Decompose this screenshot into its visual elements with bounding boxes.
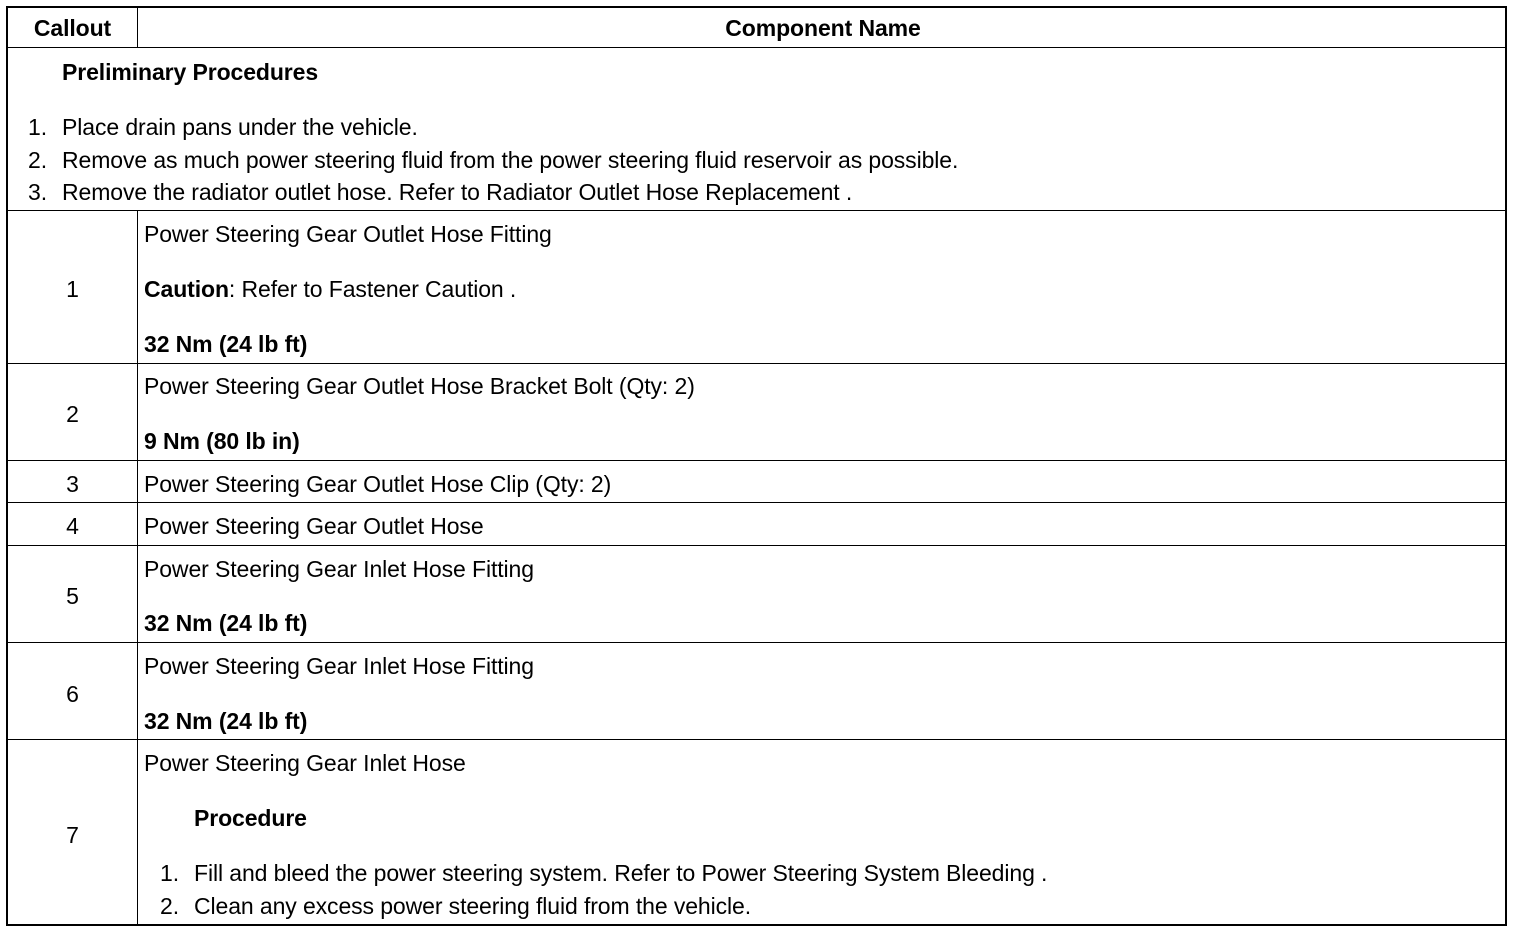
callout-1: 1 (66, 276, 79, 302)
callout-7: 7 (66, 822, 79, 848)
callout-4: 4 (66, 513, 79, 539)
callout-6: 6 (66, 681, 79, 707)
preliminary-divider (8, 210, 1505, 211)
column-divider-header (137, 8, 138, 48)
preliminary-step-1-num: 1. (28, 114, 47, 140)
header-component-name: Component Name (725, 15, 921, 41)
row-1-name: Power Steering Gear Outlet Hose Fitting (144, 221, 552, 247)
callout-3: 3 (66, 471, 79, 497)
row-5-torque: 32 Nm (24 lb ft) (144, 610, 308, 636)
row-3-name: Power Steering Gear Outlet Hose Clip (Qty: 2) (144, 471, 612, 497)
preliminary-step-3-text: Remove the radiator outlet hose. Refer to Radiator Outlet Hose Replacement . (62, 179, 853, 205)
row-3-divider (8, 502, 1505, 503)
preliminary-title: Preliminary Procedures (62, 59, 319, 85)
header-callout: Callout (33, 15, 112, 41)
row-6-divider (8, 739, 1505, 740)
row-7-step-2-text: Clean any excess power steering fluid from the vehicle. (194, 893, 752, 919)
row-2-divider (8, 460, 1505, 461)
row-1-caution (144, 276, 516, 302)
preliminary-step-1-text: Place drain pans under the vehicle. (62, 114, 418, 140)
row-5-divider (8, 642, 1505, 643)
preliminary-step-2-text: Remove as much power steering fluid from the power steering fluid reservoir as possible. (62, 147, 959, 173)
row-7-step-1-num: 1. (160, 860, 179, 886)
row-4-name: Power Steering Gear Outlet Hose (144, 513, 484, 539)
row-7-step-1-text: Fill and bleed the power steering system. Refer to Power Steering System Bleeding . (194, 860, 1048, 886)
preliminary-step-2-num: 2. (28, 147, 47, 173)
row-7-procedure-title: Procedure (194, 805, 307, 831)
row-7-name: Power Steering Gear Inlet Hose (144, 750, 466, 776)
row-5-name: Power Steering Gear Inlet Hose Fitting (144, 556, 534, 582)
row-6-torque: 32 Nm (24 lb ft) (144, 708, 308, 734)
row-2-name: Power Steering Gear Outlet Hose Bracket Bolt (Qty: 2) (144, 373, 695, 399)
header-divider (8, 47, 1505, 48)
row-1-torque: 32 Nm (24 lb ft) (144, 331, 308, 357)
component-table (6, 6, 1507, 926)
callout-5: 5 (66, 583, 79, 609)
caution-text: : Refer to Fastener Caution . (228, 276, 517, 302)
preliminary-step-3-num: 3. (28, 179, 47, 205)
row-6-name: Power Steering Gear Inlet Hose Fitting (144, 653, 534, 679)
row-4-divider (8, 545, 1505, 546)
row-7-step-2-num: 2. (160, 893, 179, 919)
callout-2: 2 (66, 401, 79, 427)
column-divider-body (137, 211, 138, 925)
caution-label: Caution (144, 276, 229, 302)
row-1-divider (8, 363, 1505, 364)
row-2-torque: 9 Nm (80 lb in) (144, 428, 300, 454)
